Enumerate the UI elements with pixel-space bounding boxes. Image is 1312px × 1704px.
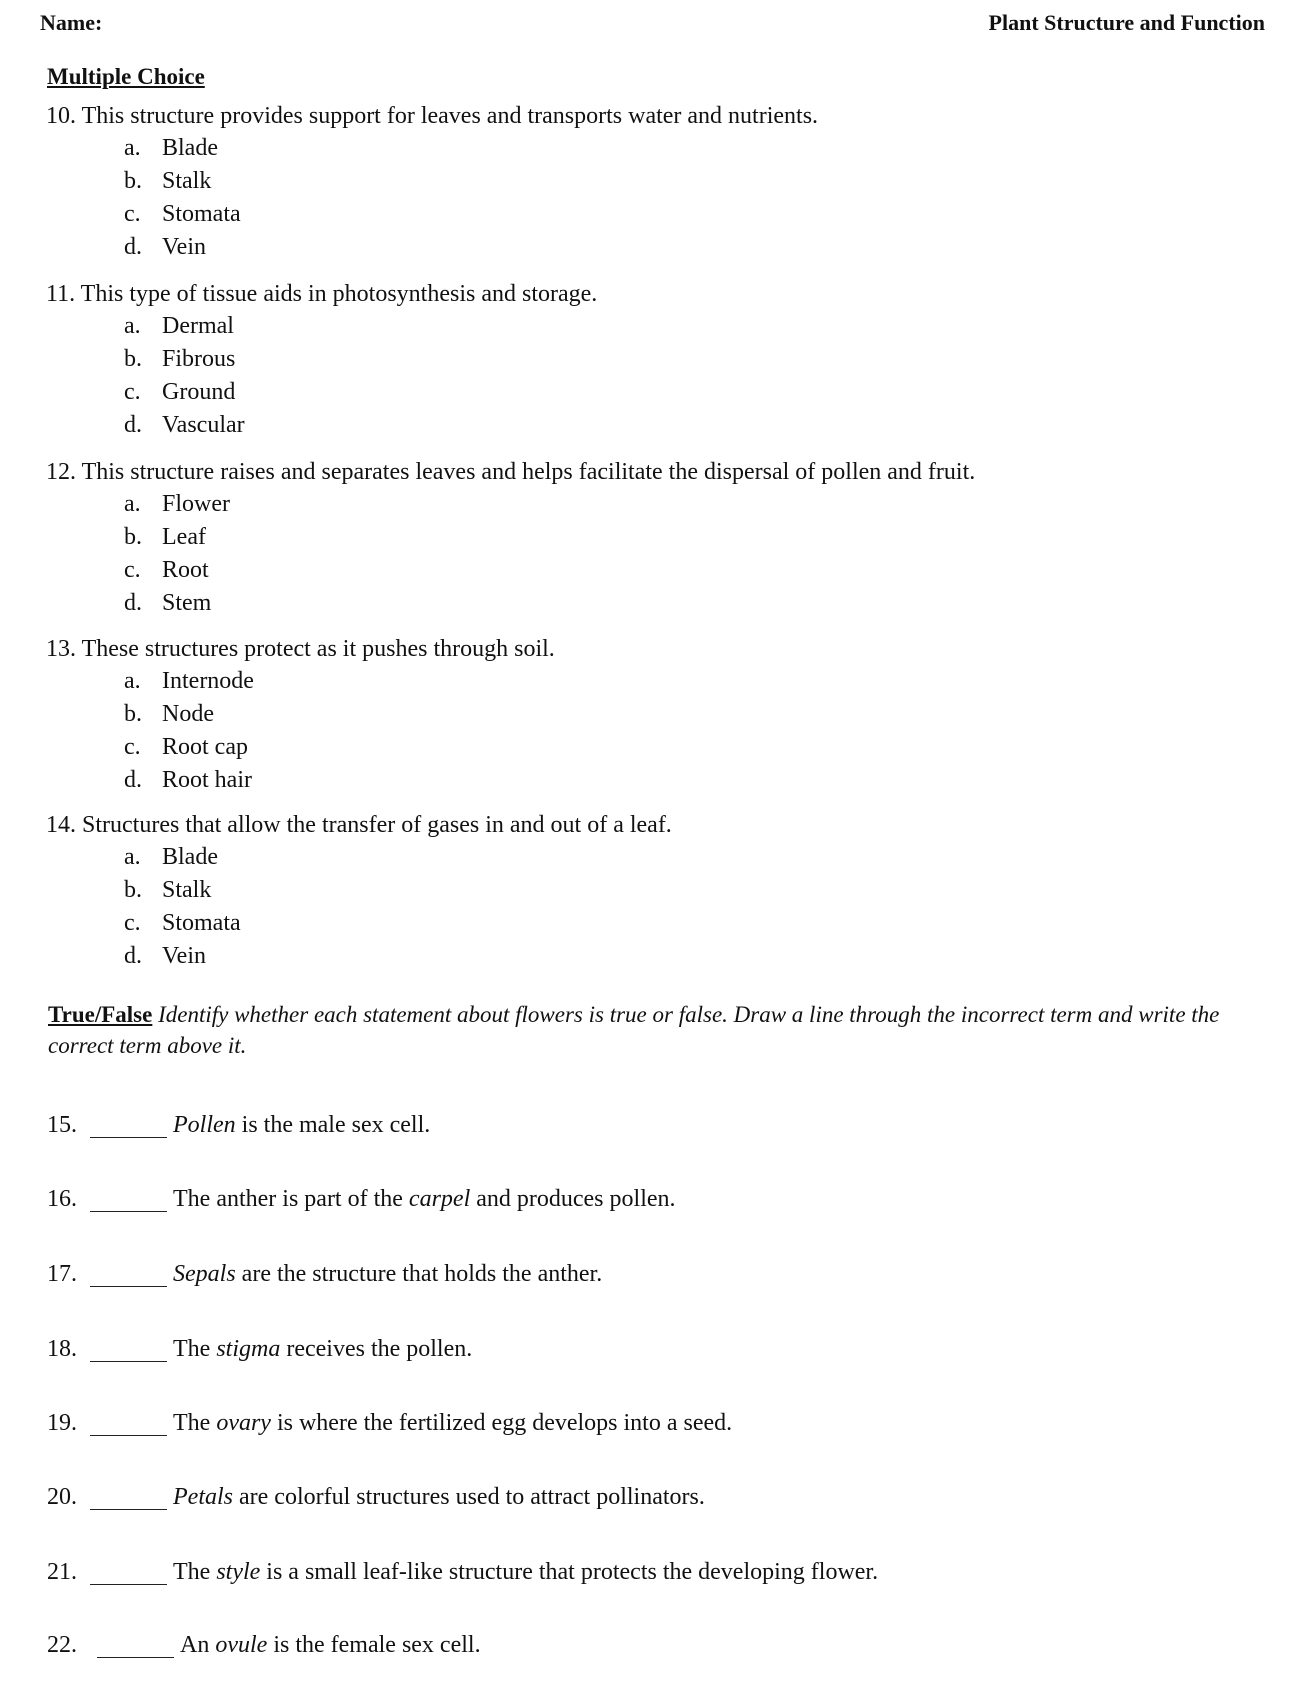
answer-option[interactable] — [46, 587, 1266, 620]
question-12 — [46, 457, 1266, 620]
option-text: Ground — [162, 379, 236, 405]
option-letter: d. — [124, 767, 142, 793]
option-letter: a. — [124, 313, 141, 339]
option-letter: d. — [124, 943, 142, 969]
question-11 — [46, 279, 1266, 442]
option-letter: c. — [124, 734, 141, 760]
question-13 — [46, 634, 1266, 797]
option-letter: b. — [124, 701, 142, 727]
answer-option[interactable] — [46, 409, 1266, 442]
option-letter: b. — [124, 168, 142, 194]
answer-option[interactable] — [46, 554, 1266, 587]
option-text: Leaf — [162, 524, 206, 550]
statement-text: The — [173, 1410, 217, 1436]
key-term: style — [216, 1559, 261, 1585]
answer-option[interactable] — [46, 310, 1266, 343]
answer-blank[interactable] — [90, 1137, 167, 1138]
question-14 — [46, 810, 1266, 973]
statement-text: The anther is part of the — [173, 1186, 409, 1212]
true-false-directions: Identify whether each statement about flowers is true or false. Draw a line through the incorrect term and write the correct term above it. — [48, 1002, 1220, 1058]
option-letter: d. — [124, 590, 142, 616]
multiple-choice-heading: Multiple Choice — [47, 64, 205, 89]
answer-blank[interactable] — [90, 1509, 167, 1510]
answer-blank[interactable] — [90, 1286, 167, 1287]
statement-text: are colorful structures used to attract pollinators. — [233, 1484, 705, 1510]
statement-text: The — [173, 1336, 217, 1362]
key-term: ovule — [215, 1632, 268, 1658]
answer-option[interactable] — [46, 488, 1266, 521]
item-number: 20. — [47, 1484, 77, 1510]
item-number: 18. — [47, 1336, 77, 1362]
option-letter: c. — [124, 379, 141, 405]
answer-option[interactable] — [46, 841, 1266, 874]
name-label: Name: — [40, 10, 103, 35]
question-stem: 10. This structure provides support for leaves and transports water and nutrients. — [46, 103, 819, 129]
answer-blank[interactable] — [97, 1657, 174, 1658]
question-stem: 11. This type of tissue aids in photosynthesis and storage. — [46, 281, 598, 307]
option-text: Root hair — [162, 767, 252, 793]
option-text: Fibrous — [162, 346, 236, 372]
key-term: stigma — [216, 1336, 281, 1362]
item-number: 21. — [47, 1559, 77, 1585]
answer-option[interactable] — [46, 665, 1266, 698]
answer-option[interactable] — [46, 874, 1266, 907]
option-letter: a. — [124, 668, 141, 694]
statement — [173, 1110, 430, 1140]
statement — [173, 1408, 732, 1438]
answer-option[interactable] — [46, 198, 1266, 231]
option-text: Blade — [162, 844, 218, 870]
key-term: ovary — [216, 1410, 271, 1436]
option-text: Vein — [162, 943, 206, 969]
option-text: Dermal — [162, 313, 234, 339]
item-number: 19. — [47, 1410, 77, 1436]
answer-option[interactable] — [46, 731, 1266, 764]
option-letter: d. — [124, 234, 142, 260]
option-letter: b. — [124, 346, 142, 372]
key-term: Pollen — [173, 1112, 236, 1138]
statement — [173, 1259, 602, 1289]
option-letter: c. — [124, 201, 141, 227]
option-text: Stalk — [162, 168, 212, 194]
question-stem: 12. This structure raises and separates leaves and helps facilitate the dispersal of pollen and fruit. — [46, 459, 976, 485]
option-text: Stem — [162, 590, 212, 616]
answer-option[interactable] — [46, 343, 1266, 376]
question-stem: 14. Structures that allow the transfer of gases in and out of a leaf. — [46, 812, 672, 838]
option-text: Root cap — [162, 734, 248, 760]
answer-blank[interactable] — [90, 1361, 167, 1362]
item-number: 17. — [47, 1261, 77, 1287]
answer-option[interactable] — [46, 698, 1266, 731]
option-letter: c. — [124, 557, 141, 583]
item-number: 22. — [47, 1632, 77, 1658]
statement-text: is the male sex cell. — [235, 1112, 431, 1138]
option-text: Blade — [162, 135, 218, 161]
true-false-heading: True/False — [48, 1002, 153, 1027]
option-text: Vascular — [162, 412, 245, 438]
statement-text: An — [180, 1632, 216, 1658]
question-stem: 13. These structures protect as it pushes through soil. — [46, 636, 555, 662]
option-text: Vein — [162, 234, 206, 260]
option-letter: b. — [124, 877, 142, 903]
option-letter: a. — [124, 135, 141, 161]
statement-text: are the structure that holds the anther. — [235, 1261, 603, 1287]
option-letter: d. — [124, 412, 142, 438]
option-text: Internode — [162, 668, 254, 694]
option-letter: c. — [124, 910, 141, 936]
question-10 — [46, 101, 1266, 264]
option-letter: a. — [124, 844, 141, 870]
answer-option[interactable] — [46, 907, 1266, 940]
answer-option[interactable] — [46, 231, 1266, 264]
answer-blank[interactable] — [90, 1211, 167, 1212]
item-number: 16. — [47, 1186, 77, 1212]
key-term: carpel — [408, 1186, 471, 1212]
statement-text: is where the fertilized egg develops into a seed. — [270, 1410, 733, 1436]
statement — [180, 1630, 481, 1660]
answer-option[interactable] — [46, 132, 1266, 165]
key-term: Petals — [173, 1484, 233, 1510]
statement — [173, 1334, 472, 1364]
option-text: Flower — [162, 491, 230, 517]
option-text: Root — [162, 557, 209, 583]
answer-option[interactable] — [46, 521, 1266, 554]
item-number: 15. — [47, 1112, 77, 1138]
answer-option[interactable] — [46, 376, 1266, 409]
statement — [173, 1482, 705, 1512]
option-letter: b. — [124, 524, 142, 550]
statement-text: receives the pollen. — [280, 1336, 473, 1362]
statement — [173, 1557, 878, 1587]
key-term: Sepals — [173, 1261, 236, 1287]
answer-option[interactable] — [46, 940, 1266, 973]
option-text: Node — [162, 701, 214, 727]
worksheet-title: Plant Structure and Function — [988, 10, 1265, 35]
option-text: Stalk — [162, 877, 212, 903]
answer-option[interactable] — [46, 165, 1266, 198]
true-false-instructions — [48, 999, 1273, 1061]
statement-text: and produces pollen. — [470, 1186, 676, 1212]
option-text: Stomata — [162, 910, 241, 936]
statement-text: is the female sex cell. — [267, 1632, 481, 1658]
answer-option[interactable] — [46, 764, 1266, 797]
answer-blank[interactable] — [90, 1584, 167, 1585]
statement-text: is a small leaf-like structure that protects the developing flower. — [260, 1559, 879, 1585]
option-text: Stomata — [162, 201, 241, 227]
statement — [173, 1184, 676, 1214]
option-letter: a. — [124, 491, 141, 517]
answer-blank[interactable] — [90, 1435, 167, 1436]
statement-text: The — [173, 1559, 217, 1585]
